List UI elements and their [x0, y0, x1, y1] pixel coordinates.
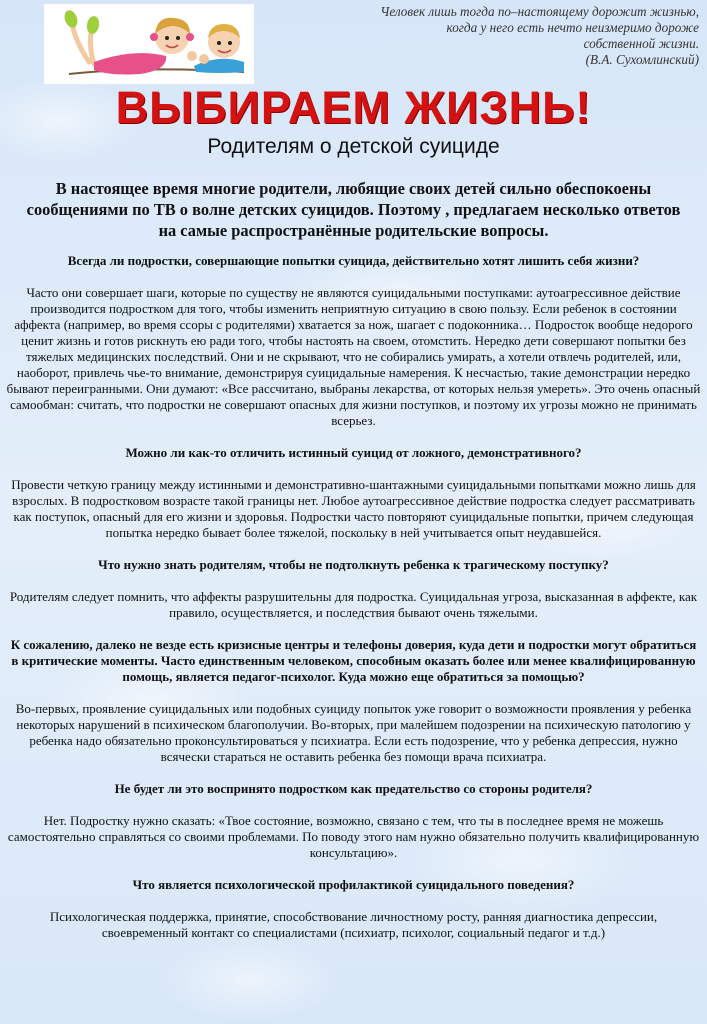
epigraph-line: Человек лишь тогда по–настоящему дорожит жизнью, [380, 4, 699, 19]
question-heading: Всегда ли подростки, совершающие попытки суицида, действительно хотят лишить себя жизни? [67, 253, 640, 268]
question-heading: К сожалению, далеко не везде есть кризисные центры и телефоны доверия, куда дети и подростки могут обратиться в критические моменты. Часто единственным человеком, способным оказать более или менее квалифицированную помощь, является педагог-психолог. Куда можно еще обратиться за помощью? [10, 637, 697, 684]
intro-paragraph: В настоящее время многие родители, любящие своих детей сильно обеспокоены сообщениями по ТВ о волне детских суицидов. Поэтому , предлагаем несколько ответов на самые распространённые родительские вопросы. [26, 179, 681, 240]
question-heading: Можно ли как-то отличить истинный суицид от ложного, демонстративного? [125, 445, 582, 460]
epigraph-quote [299, 4, 699, 68]
epigraph-author: (В.А. Сухомлинский) [585, 52, 699, 67]
children-illustration [44, 4, 254, 84]
epigraph-line: собственной жизни. [583, 36, 699, 51]
article-body [6, 178, 701, 957]
answer-paragraph: Психологическая поддержка, принятие, способствование личностному росту, ранняя диагностика депрессии, своевременный контакт со специалистами (психиатр, психолог, социальный педагог и т.д.) [49, 909, 658, 940]
question-heading: Что нужно знать родителям, чтобы не подтолкнуть ребенка к трагическому поступку? [98, 557, 609, 572]
answer-paragraph: Нет. Подростку нужно сказать: «Твое состояние, возможно, связано с тем, что ты в последнее время не можешь самостоятельно справляться со своими проблемами. По поводу этого нам нужно обязательно получить квалифицированную консультацию». [7, 813, 700, 860]
page-subtitle: Родителям о детской суициде [207, 135, 500, 158]
answer-paragraph: Во-первых, проявление суицидальных или подобных суициду попыток уже говорит о возможности проявления у ребенка некоторых нарушений в психическом благополучии. Во-вторых, при малейшем подозрении на психическую патологию у ребенка надо обязательно проконсультироваться у психиатра. Если есть подозрение, что у ребенка депрессия, нужно всячески стараться не оставить ребенка без помощи врача психиатра. [15, 701, 692, 764]
two-children-lying-icon [44, 4, 254, 84]
answer-paragraph: Часто они совершает шаги, которые по существу не являются суицидальными поступками: аутоагрессивное действие производится подростком для того, чтобы изменить неприятную ситуацию в свою пользу. Если ребенок в состоянии аффекта (например, во время ссоры с родителями) хватается за нож, шагает с подоконника… Подросток вообще недорого ценит жизнь и готов рискнуть ею ради того, чтобы настоять на своем, отомстить. Нередко дети совершают попытки без тяжелых медицинских последствий. Они и не скрывают, что не собирались умирать, а хотели отвлечь родителей, или, наоборот, привлечь чье-то внимание, демонстрируя суицидальные намерения. К несчастью, такие демонстрации нередко бывают переигранными. Они думают: «Все рассчитано, выбраны лекарства, от которых нельзя умереть». Это очень опасный самообман: считать, что подростки не совершают опасных для жизни поступков, и поэтому их угрозы можно не принимать всерьез. [6, 285, 701, 428]
epigraph-line: когда у него есть нечто неизмеримо дороже [446, 20, 699, 35]
answer-paragraph: Родителям следует помнить, что аффекты разрушительны для подростка. Суицидальная угроза, высказанная в аффекте, как правило, осуществляется, и последствия бывают очень тяжелыми. [9, 589, 698, 620]
question-heading: Не будет ли это воспринято подростком как предательство со стороны родителя? [114, 781, 593, 796]
question-heading: Что является психологической профилактикой суицидального поведения? [132, 877, 575, 892]
page-title: ВЫБИРАЕМ ЖИЗНЬ! [115, 82, 592, 133]
answer-paragraph: Провести четкую границу между истинными и демонстративно-шантажными суицидальными попытками можно лишь для взрослых. В подростковом возрасте такой границы нет. Любое аутоагрессивное действие подростка следует рассматривать как поступок, опасный для его жизни и здоровья. Подростки часто повторяют суицидальные попытки, причем следующая попытка нередко бывает более тяжелой, поскольку в ней учитывается опыт неудавшейся. [11, 477, 696, 540]
